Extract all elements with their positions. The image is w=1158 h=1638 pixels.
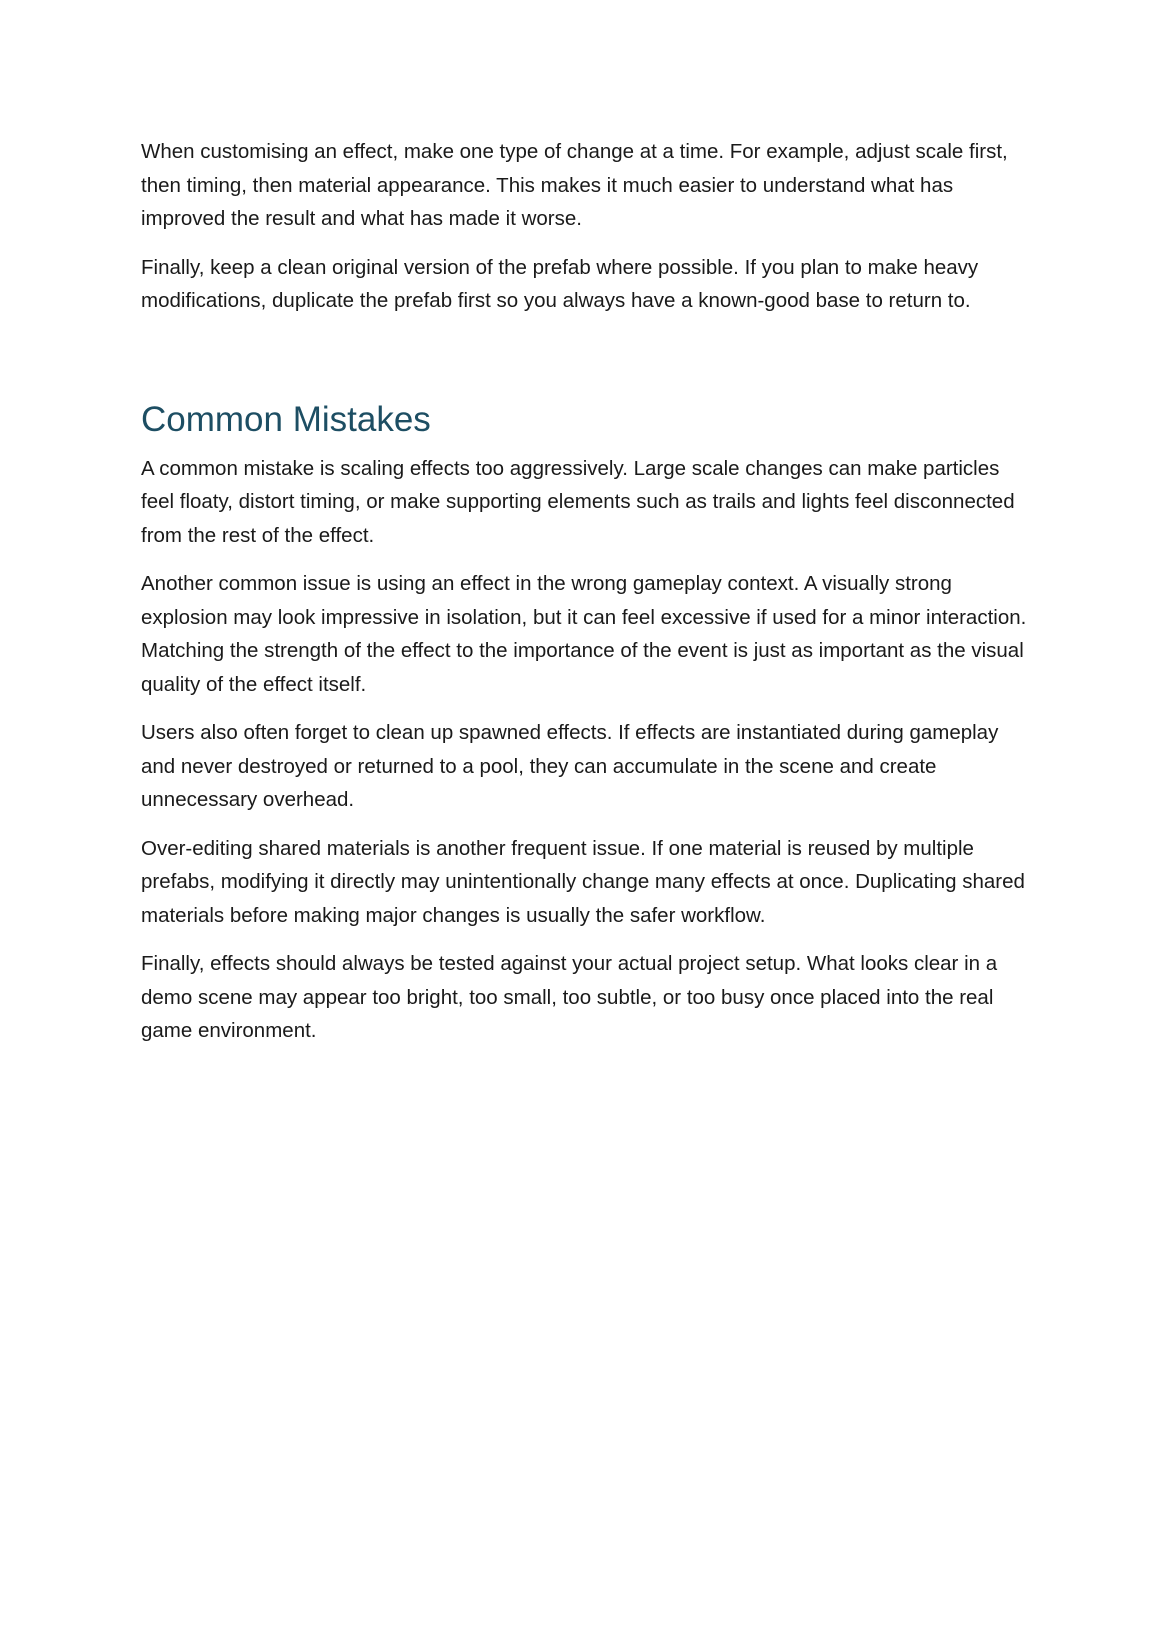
section-paragraph-2: Another common issue is using an effect in the wrong gameplay context. A visually strong explosion may look impressive in isolation, but it can feel excessive if used for a minor interaction. Matching the strength of the effect to the importance of the event is just as important as the visual quality of the effect itself. xyxy=(141,572,1027,696)
section-heading: Common Mistakes xyxy=(141,399,431,439)
intro-paragraph-2: Finally, keep a clean original version of the prefab where possible. If you plan to make heavy modifications, duplicate the prefab first so you always have a known-good base to return to. xyxy=(141,255,979,312)
intro-paragraph-1: When customising an effect, make one type of change at a time. For example, adjust scale first, then timing, then material appearance. This makes it much easier to understand what has improved the result and what has made it worse. xyxy=(141,140,1008,230)
section-paragraph-1: A common mistake is scaling effects too aggressively. Large scale changes can make particles feel floaty, distort timing, or make supporting elements such as trails and lights feel disconnected from the rest of the effect. xyxy=(141,456,1015,547)
document-body xyxy=(141,135,1031,1063)
section-paragraph-4: Over-editing shared materials is another frequent issue. If one material is reused by multiple prefabs, modifying it directly may unintentionally change many effects at once. Duplicating shared materials before making major changes is usually the safer workflow. xyxy=(141,836,1025,927)
section-paragraph-3: Users also often forget to clean up spawned effects. If effects are instantiated during gameplay and never destroyed or returned to a pool, they can accumulate in the scene and create unnecessary overhead. xyxy=(141,721,999,811)
section-paragraph-5: Finally, effects should always be tested against your actual project setup. What looks clear in a demo scene may appear too bright, too small, too subtle, or too busy once placed into the real game environment. xyxy=(141,952,998,1042)
